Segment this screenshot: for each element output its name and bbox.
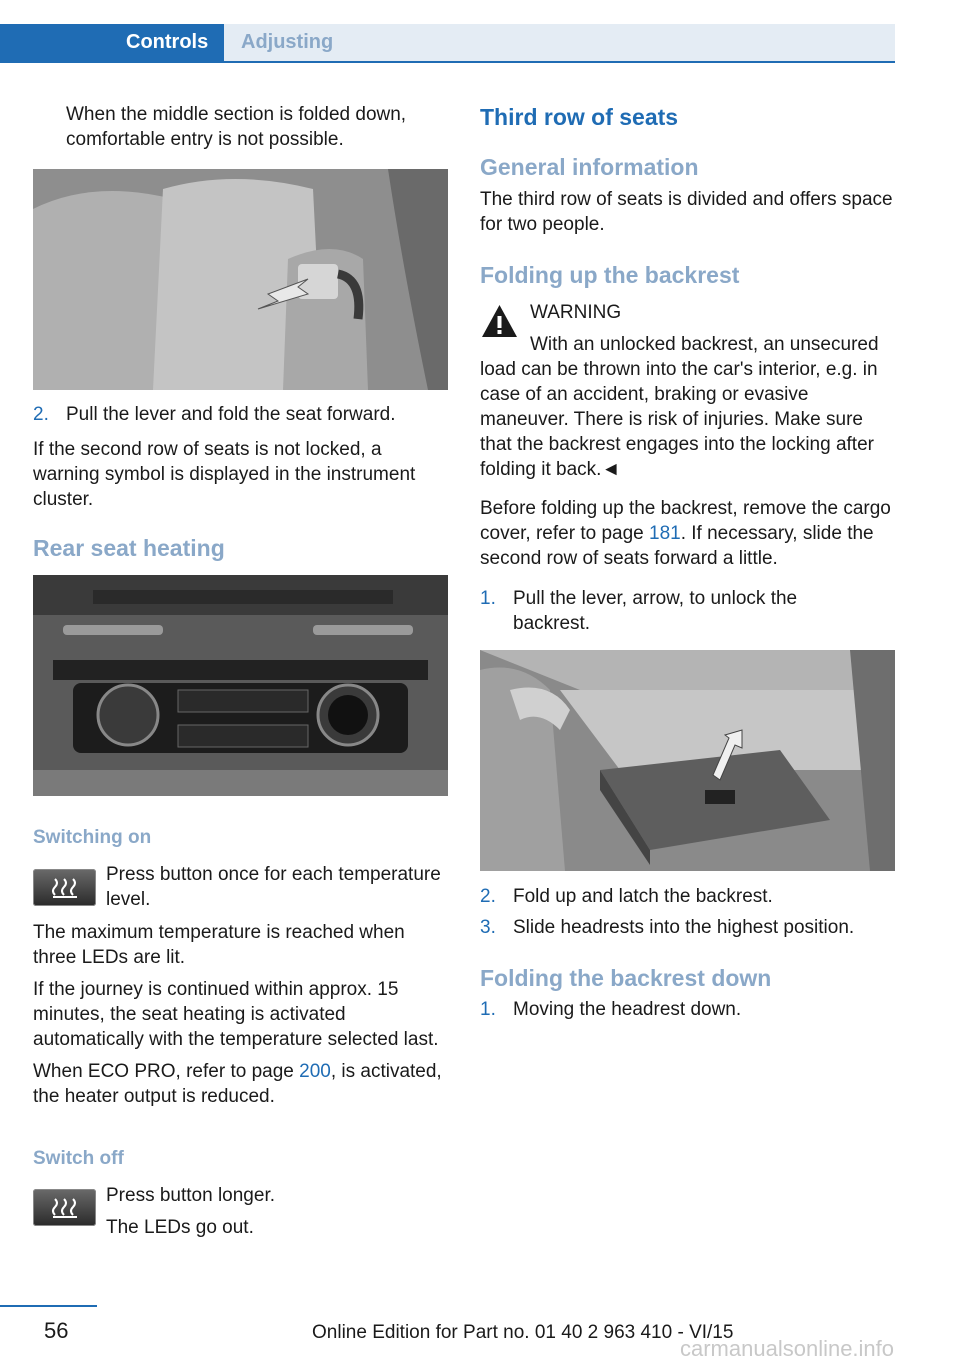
seat-heating-button-icon [33, 869, 96, 906]
third-row-heading: Third row of seats [480, 104, 679, 130]
seat-lever-photo [33, 169, 448, 390]
max-temp-text: The maximum temperature is reached when three LEDs are lit. [33, 922, 405, 968]
switch-on-text: Press button once for each temperature level. [106, 864, 441, 910]
switch-off-text-2: The LEDs go out. [106, 1217, 254, 1238]
switch-off-text-1: Press button longer. [106, 1185, 275, 1206]
step-text: Fold up and latch the backrest. [513, 886, 773, 907]
intro-text: When the middle section is folded down, comfortable entry is not possible. [66, 104, 407, 150]
general-info-text: The third row of seats is divided and offers space for two people. [480, 189, 893, 235]
page-link-181[interactable]: 181 [649, 523, 681, 544]
step-text: Moving the headrest down. [513, 999, 742, 1020]
page-header [0, 0, 960, 62]
journey-text: If the journey is continued within approx. 15 minutes, the seat heating is activated automatically with the temperature selected last. [33, 979, 439, 1050]
step-text: Pull the lever, arrow, to unlock the backrest. [513, 588, 798, 634]
folding-down-heading: Folding the backrest down [480, 965, 772, 991]
watermark: carmanualsonline.info [680, 1336, 895, 1361]
step-number: 1. [480, 999, 496, 1020]
folding-up-heading: Folding up the backrest [480, 262, 740, 288]
before-folding-text: Before folding up the backrest, remove the cargo cover, refer to page 181. If necessary, slide the second row of seats forward a little. [480, 498, 891, 569]
warning-text: With an unlocked backrest, an unsecured load can be thrown into the car's interior, e.g. in case of an accident, braking or evasive maneuver. There is risk of injuries. Make sure that the backrest engages into the locking after folding it back.◄ [480, 334, 879, 480]
step-number: 3. [480, 917, 496, 938]
general-info-heading: General information [480, 154, 699, 180]
warning-label: WARNING [530, 302, 622, 323]
step-text: Slide headrests into the highest position. [513, 917, 855, 938]
climate-panel-photo [33, 575, 448, 796]
rear-seat-heating-heading: Rear seat heating [33, 535, 225, 561]
tab-adjusting[interactable]: Adjusting [224, 24, 895, 61]
step-number: 2. [33, 404, 49, 425]
page-number: 56 [44, 1318, 69, 1343]
step-number: 2. [480, 886, 496, 907]
step-number: 1. [480, 588, 496, 609]
page-link-200[interactable]: 200 [299, 1061, 331, 1082]
edition-text: Online Edition for Part no. 01 40 2 963 410 - VI/15 [312, 1322, 734, 1343]
cargo-area-photo [480, 650, 895, 871]
switching-on-heading: Switching on [33, 827, 152, 848]
warning-paragraph: If the second row of seats is not locked, a warning symbol is displayed in the instrument cluster. [33, 439, 416, 510]
switch-off-heading: Switch off [33, 1148, 124, 1169]
tab-controls[interactable]: Controls [0, 24, 224, 61]
seat-heating-button-icon [33, 1189, 96, 1226]
footer-rule [0, 1305, 97, 1307]
step-text: Pull the lever and fold the seat forward. [66, 404, 396, 425]
eco-pro-text: When ECO PRO, refer to page 200, is activated, the heater output is reduced. [33, 1061, 442, 1107]
header-rule [0, 61, 895, 63]
